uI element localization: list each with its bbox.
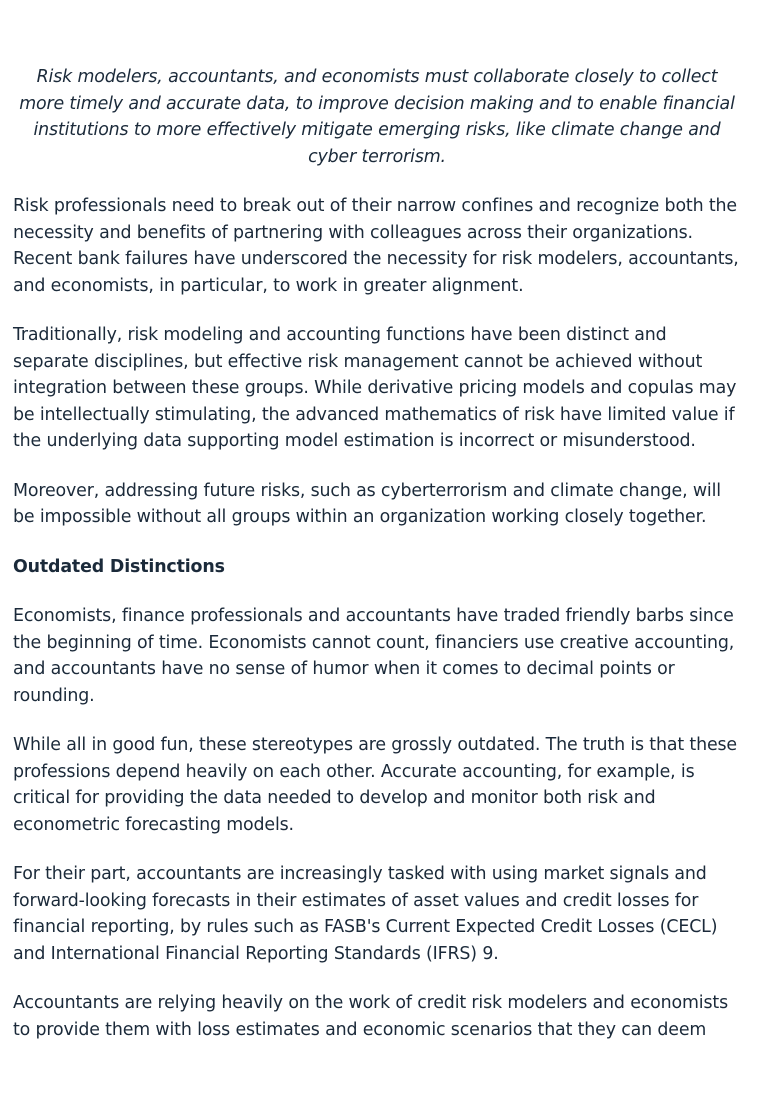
- paragraph-economists-barbs: Economists, finance professionals and accountants have traded friendly barbs since the beginning of time. Economists cannot count, financiers use creative accounting, and accountants have no sense of humor when it comes to decimal points or rounding.: [13, 606, 735, 706]
- paragraph-moreover: Moreover, addressing future risks, such as cyberterrorism and climate change, will be impossible without all groups within an organization working closely together.: [13, 480, 721, 527]
- article-lede: Risk modelers, accountants, and economists must collaborate closely to collect more timely and accurate data, to improve decision making and to enable financial institutions to more effectively mitigate emerging risks, like climate change and cyber terrorism.: [19, 67, 735, 167]
- paragraph-accountants-relying: Accountants are relying heavily on the work of credit risk modelers and economists to provide them with loss estimates and economic scenarios that they can deem: [13, 993, 728, 1040]
- paragraph-stereotypes-outdated: While all in good fun, these stereotypes are grossly outdated. The truth is that these professions depend heavily on each other. Accurate accounting, for example, is critical for providing the data needed to develop and monitor both risk and econometric forecasting models.: [13, 735, 737, 835]
- article-body: [13, 64, 741, 1066]
- paragraph-traditionally: Traditionally, risk modeling and accounting functions have been distinct and separate disciplines, but effective risk management cannot be achieved without integration between these groups. While derivative pricing models and copulas may be intellectually stimulating, the advanced mathematics of risk have limited value if the underlying data supporting model estimation is incorrect or misunderstood.: [13, 325, 737, 451]
- paragraph-risk-professionals: Risk professionals need to break out of their narrow confines and recognize both the necessity and benefits of partnering with colleagues across their organizations. Recent bank failures have underscored the necessity for risk modelers, accountants, and economists, in particular, to work in greater alignment.: [13, 196, 739, 296]
- paragraph-accountants-forecasts: For their part, accountants are increasingly tasked with using market signals and forward-looking forecasts in their estimates of asset values and credit losses for financial reporting, by rules such as FASB's Current Expected Credit Losses (CECL) and International Financial Reporting Standards (IFRS) 9.: [13, 864, 718, 964]
- section-heading-outdated-distinctions: Outdated Distinctions: [13, 556, 225, 577]
